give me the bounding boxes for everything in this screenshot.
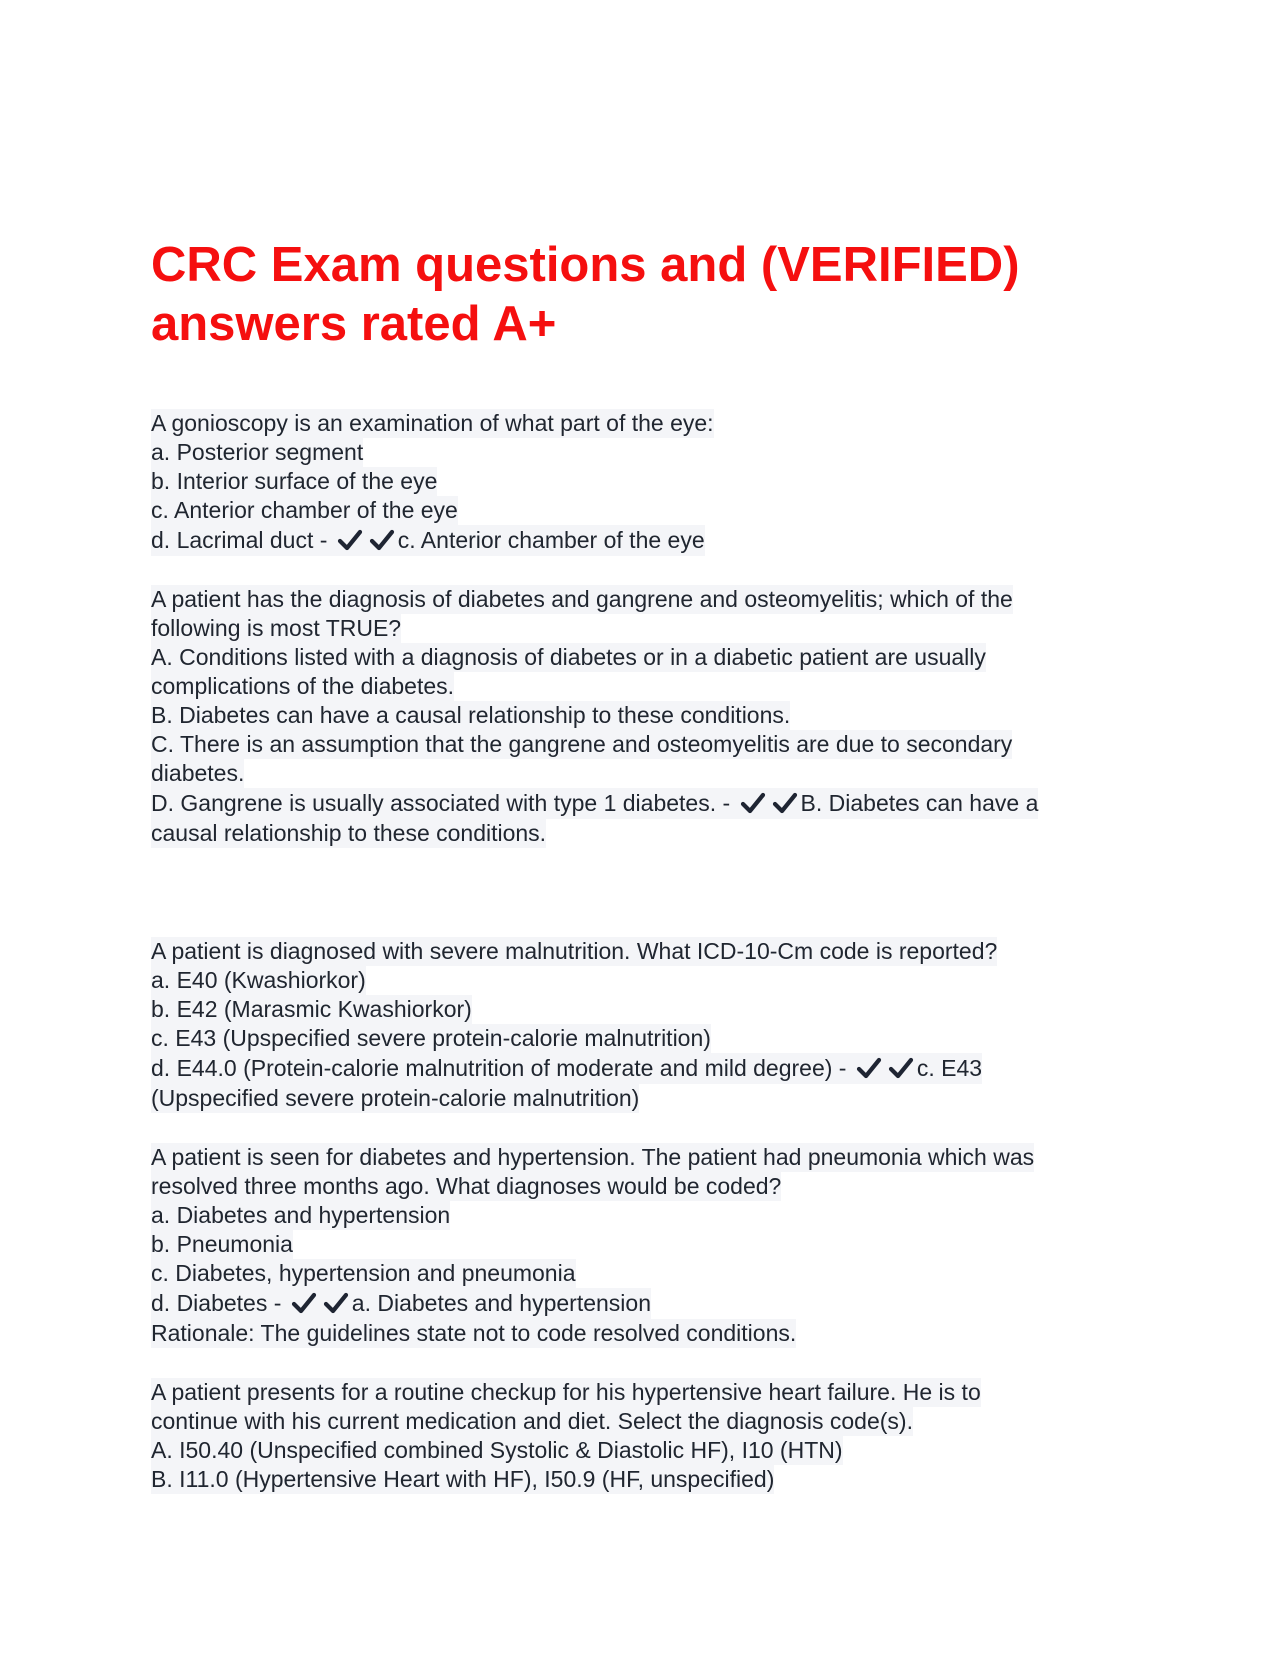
correct-answer: c. E43 bbox=[916, 1055, 983, 1081]
checkmark-icon bbox=[322, 1291, 350, 1315]
checkmark-icon bbox=[290, 1291, 318, 1315]
correct-answer: a. Diabetes and hypertension bbox=[351, 1290, 651, 1316]
checkmark-icon bbox=[739, 791, 767, 815]
option-d-with-answer bbox=[151, 788, 1038, 819]
option-d: d. Diabetes - bbox=[151, 1290, 282, 1316]
correct-answer: c. Anterior chamber of the eye bbox=[397, 527, 705, 553]
option-d: d. Lacrimal duct - bbox=[151, 527, 328, 553]
option-d-with-answer bbox=[151, 1053, 982, 1084]
page-title bbox=[151, 236, 1151, 354]
option-b: b. E42 (Marasmic Kwashiorkor) bbox=[151, 996, 472, 1022]
question-text: A patient is seen for diabetes and hypertension. The patient had pneumonia which was bbox=[151, 1144, 1035, 1170]
checkmark-icon bbox=[336, 528, 364, 552]
option-d: D. Gangrene is usually associated with type 1 diabetes. - bbox=[151, 790, 731, 816]
option-b: B. Diabetes can have a causal relationship to these conditions. bbox=[151, 702, 791, 728]
question-block-1 bbox=[151, 409, 1131, 556]
checkmark-icon bbox=[855, 1056, 883, 1080]
option-a: A. I50.40 (Unspecified combined Systolic & Diastolic HF), I10 (HTN) bbox=[151, 1437, 843, 1463]
checkmark-icon bbox=[887, 1056, 915, 1080]
question-block-5 bbox=[151, 1378, 1131, 1494]
question-text: continue with his current medication and diet. Select the diagnosis code(s). bbox=[151, 1408, 913, 1434]
option-d: d. E44.0 (Protein-calorie malnutrition of moderate and mild degree) - bbox=[151, 1055, 847, 1081]
question-block-2 bbox=[151, 585, 1131, 848]
checkmark-icon bbox=[771, 791, 799, 815]
option-c: C. There is an assumption that the gangrene and osteomyelitis are due to secondary bbox=[151, 731, 1013, 757]
title-line-1: CRC Exam questions and (VERIFIED) bbox=[151, 238, 1020, 292]
correct-answer: B. Diabetes can have a bbox=[800, 790, 1039, 816]
question-block-3 bbox=[151, 937, 1131, 1113]
correct-answer: (Upspecified severe protein-calorie malnutrition) bbox=[151, 1085, 640, 1111]
option-b: b. Interior surface of the eye bbox=[151, 468, 438, 494]
correct-answer: causal relationship to these conditions. bbox=[151, 820, 547, 846]
question-text: A patient is diagnosed with severe malnutrition. What ICD-10-Cm code is reported? bbox=[151, 938, 998, 964]
question-text: A patient has the diagnosis of diabetes and gangrene and osteomyelitis; which of the bbox=[151, 586, 1013, 612]
option-c: c. E43 (Upspecified severe protein-calorie malnutrition) bbox=[151, 1025, 711, 1051]
option-d-with-answer bbox=[151, 1288, 651, 1319]
option-a: complications of the diabetes. bbox=[151, 673, 455, 699]
option-c: c. Anterior chamber of the eye bbox=[151, 497, 458, 523]
question-text: following is most TRUE? bbox=[151, 615, 402, 641]
question-text: A gonioscopy is an examination of what part of the eye: bbox=[151, 410, 714, 436]
rationale: Rationale: The guidelines state not to code resolved conditions. bbox=[151, 1320, 797, 1346]
question-text: A patient presents for a routine checkup for his hypertensive heart failure. He is to bbox=[151, 1379, 981, 1405]
option-a: a. Diabetes and hypertension bbox=[151, 1202, 451, 1228]
option-a: a. Posterior segment bbox=[151, 439, 364, 465]
option-c: diabetes. bbox=[151, 760, 245, 786]
title-line-2: answers rated A+ bbox=[151, 297, 557, 351]
option-c: c. Diabetes, hypertension and pneumonia bbox=[151, 1260, 576, 1286]
option-d-with-answer bbox=[151, 525, 705, 556]
option-b: B. I11.0 (Hypertensive Heart with HF), I50.9 (HF, unspecified) bbox=[151, 1466, 775, 1492]
question-text: resolved three months ago. What diagnoses would be coded? bbox=[151, 1173, 782, 1199]
option-a: A. Conditions listed with a diagnosis of diabetes or in a diabetic patient are usually bbox=[151, 644, 986, 670]
question-block-4 bbox=[151, 1143, 1131, 1348]
option-a: a. E40 (Kwashiorkor) bbox=[151, 967, 366, 993]
option-b: b. Pneumonia bbox=[151, 1231, 293, 1257]
checkmark-icon bbox=[368, 528, 396, 552]
